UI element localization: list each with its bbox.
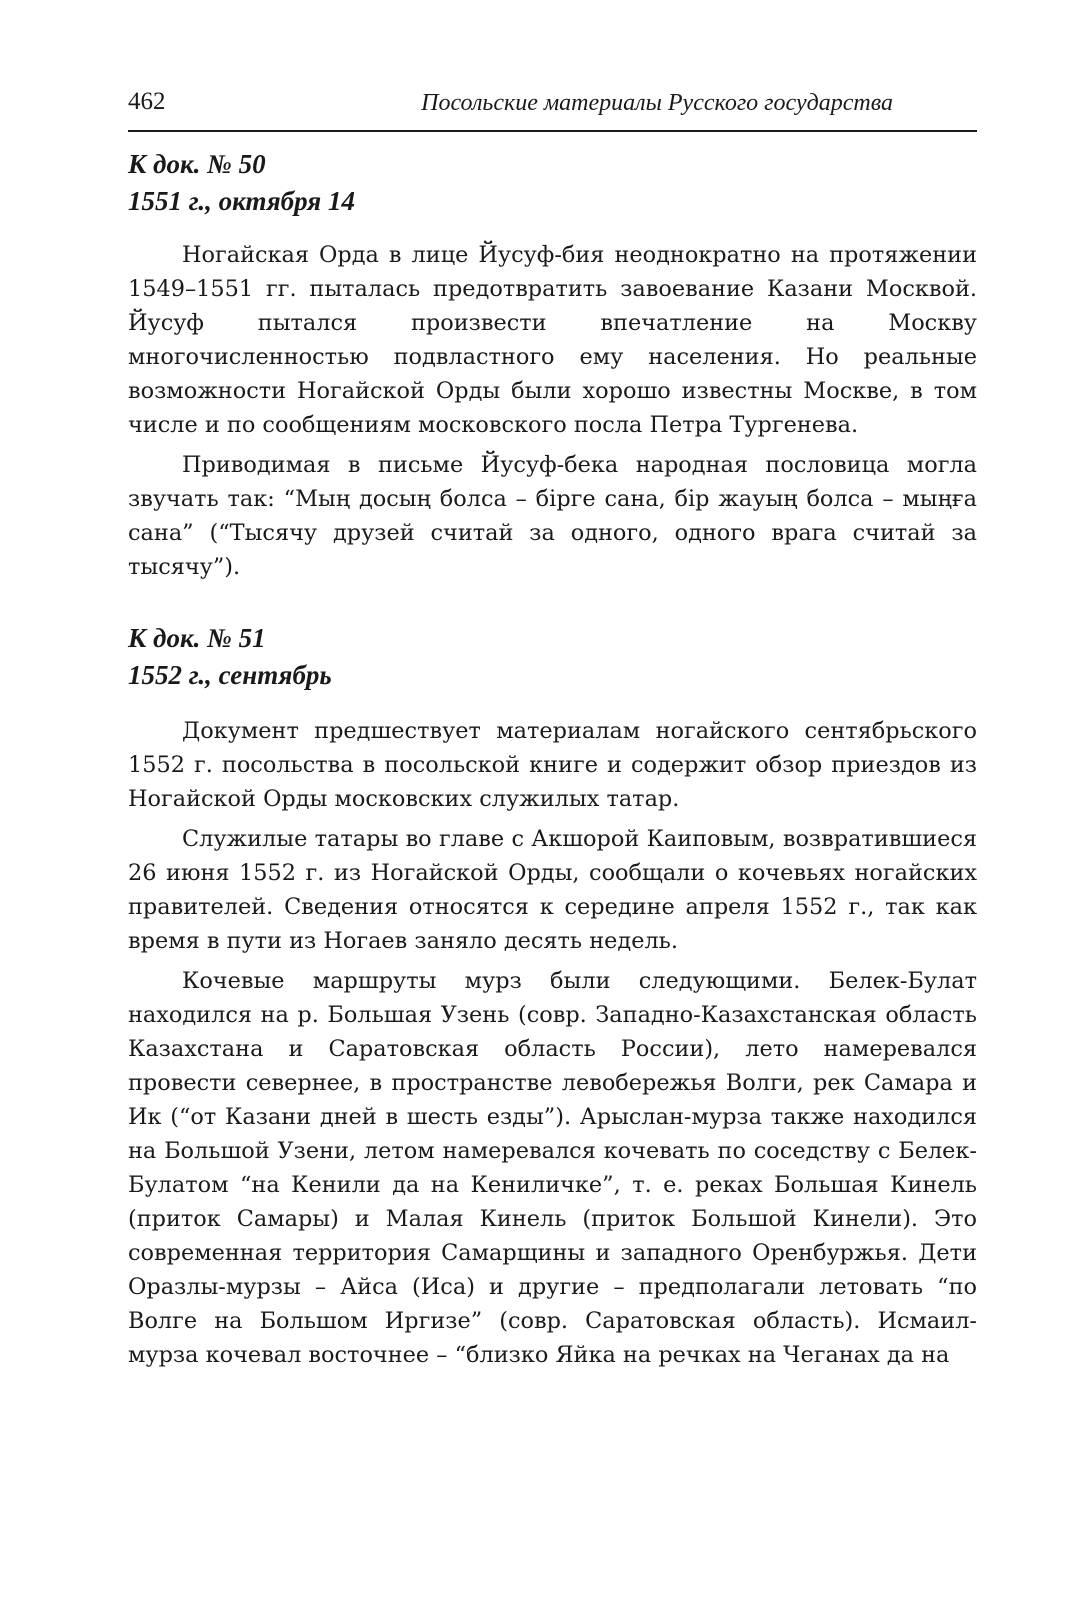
running-title: Посольские материалы Русского государства bbox=[421, 90, 893, 116]
paragraph: Служилые татары во главе с Акшорой Каиповым, возвратившиеся 26 июня 1552 г. из Ногайской Орды, сообщали о кочевьях ногайских правителей. Сведения относятся к середине апреля 1552 г., так как время в пути из Ногаев заняло десять недель. bbox=[128, 826, 977, 954]
paragraph: Ногайская Орда в лице Йусуф-бия неоднократно на протяжении 1549–1551 гг. пыталась предотвратить завоевание Казани Москвой. Йусуф пытался произвести впечатление на Москву многочисленностью подвластного ему населения. Но реальные возможности Ногайской Орды были хорошо известны Москве, в том числе и по сообщениям московского посла Петра Тургенева. bbox=[128, 242, 977, 438]
paragraph: Кочевые маршруты мурз были следующими. Белек-Булат находился на р. Большая Узень (совр. Западно-Казахстанская область Казахстана и Саратовская область России), лето намеревался провести севернее, в пространстве левобережья Волги, рек Самара и Ик (“от Казани дней в шесть езды”). Арыслан-мурза также находился на Большой Узени, летом намеревался кочевать по соседству с Белек-Булатом “на Кенили да на Кениличке”, т. е. реках Большая Кинель (приток Самары) и Малая Кинель (приток Большой Кинели). Это современная территория Самарщины и западного Оренбуржья. Дети Оразлы-мурзы – Айса (Иса) и другие – предполагали летовать “по Волге на Большом Иргизе” (совр. Саратовская область). Исмаил-мурза кочевал восточнее – “близко Яйка на речках на Чеганах да на bbox=[128, 968, 977, 1368]
section-doc-50 bbox=[128, 146, 977, 584]
heading-doc-number: К док. № 51 bbox=[128, 623, 266, 653]
section-paragraphs bbox=[128, 238, 977, 584]
page-number: 462 bbox=[128, 88, 166, 115]
section-doc-51 bbox=[128, 620, 977, 1372]
page-header bbox=[128, 84, 977, 132]
paragraph: Приводимая в письме Йусуф-бека народная пословица могла звучать так: “Мың досың болса – бірге сана, бір жауың болса – мыңға сана” (“Тысячу друзей считай за одного, одного врага считай за тысячу”). bbox=[128, 452, 977, 580]
page-body bbox=[128, 146, 977, 1372]
heading-date: 1551 г., октября 14 bbox=[128, 186, 355, 216]
section-heading bbox=[128, 620, 977, 694]
section-heading bbox=[128, 146, 977, 220]
paragraph: Документ предшествует материалам ногайского сентябрьского 1552 г. посольства в посольской книге и содержит обзор приездов из Ногайской Орды московских служилых татар. bbox=[128, 718, 977, 812]
heading-doc-number: К док. № 50 bbox=[128, 149, 266, 179]
section-paragraphs bbox=[128, 714, 977, 1372]
heading-date: 1552 г., сентябрь bbox=[128, 660, 332, 690]
